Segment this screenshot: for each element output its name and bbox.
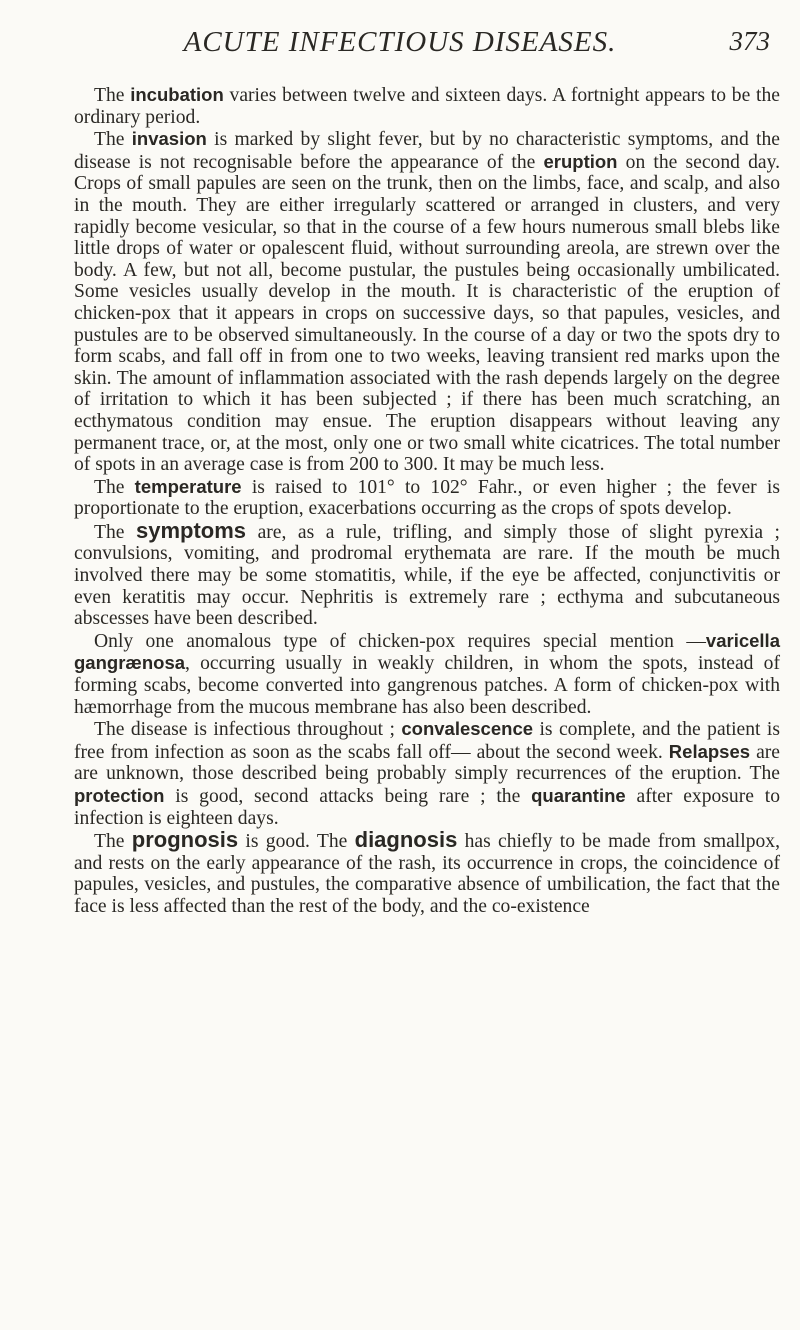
text-run: is marked by slight fever, but by no characteristic symptoms, and the disease is not recognisable before the appearance of the xyxy=(74,129,780,173)
page-number: 373 xyxy=(729,26,770,56)
paragraph-invasion xyxy=(74,128,780,476)
text-run: on the second day. Crops of small papules are seen on the trunk, then on the limbs, face, and scalp, and also in the mouth. They are either irregularly scattered or arranged in clusters, and very rapidly become vesicular, so that in the course of a few hours numerous small blebs like little drops of water or opalescent fluid, without surrounding areola, are strewn over the body. A few, but not all, become pustular, the pustules being occasionally umbilicated. Some vesicles usually develop in the mouth. It is characteristic of the eruption of chicken-pox that it appears in crops on successive days, so that papules, vesicles, and pustules are to be observed simultaneously. In the course of a day or two the spots dry to form scabs, and fall off in from one to two weeks, leaving transient red marks upon the skin. The amount of inflammation associated with the rash depends largely on the degree of irritation to which it has been subjected ; if there has been much scratching, an ecthymatous condition may ensue. The eruption disappears without leaving any permanent trace, or, at the most, only one or two small white cicatrices. The total number of spots in an average case is from 200 to 300. It may be much less. xyxy=(74,151,780,476)
keyword-relapses: Relapses xyxy=(668,740,751,762)
text-run: Only one anomalous type of chicken-pox requires special mention — xyxy=(94,630,706,652)
text-run: The disease is infectious throughout ; xyxy=(94,719,402,741)
page-header xyxy=(0,18,800,70)
paragraph-prognosis xyxy=(74,829,780,917)
text-run: varies between twelve and sixteen days. A fortnight appears to be the ordinary period. xyxy=(74,85,780,128)
text-run: The xyxy=(94,129,132,151)
text-run: is good. The xyxy=(238,831,355,853)
paragraph-temperature xyxy=(74,476,780,520)
text-run: are, as a rule, trifling, and simply those of slight pyrexia ; convulsions, vomiting, and prodromal erythemata are rare. If the mouth be much involved there may be some stomatitis, while, if the eye be affected, conjunctivitis or even keratitis may occur. Nephritis is extremely rare ; ecthyma and subcutaneous abscesses have been described. xyxy=(74,521,780,630)
paragraph-infectious xyxy=(74,718,780,829)
body-text xyxy=(74,84,780,918)
paragraph-variant xyxy=(74,630,780,718)
keyword-incubation: incubation xyxy=(130,84,224,105)
keyword-protection: protection xyxy=(74,785,165,806)
text-run: The xyxy=(94,476,135,498)
keyword-convalescence: convalescence xyxy=(401,718,534,740)
keyword-prognosis: prognosis xyxy=(131,827,239,853)
text-run: is raised to 101° to 102° Fahr., or even higher ; the fever is proportionate to the eruption, exacerbations occurring as the crops of spots develop. xyxy=(74,476,780,520)
keyword-eruption: eruption xyxy=(543,150,618,172)
keyword-invasion: invasion xyxy=(131,128,207,150)
keyword-diagnosis: diagnosis xyxy=(354,827,458,853)
paragraph-incubation xyxy=(74,84,780,128)
text-run: is complete, and the patient is free from infection as soon as the scabs fall off— about the second week. xyxy=(74,719,780,763)
paragraph-symptoms xyxy=(74,517,780,630)
keyword-temperature: temperature xyxy=(134,475,242,497)
text-run: The xyxy=(94,521,136,543)
keyword-varicella-gangraenosa: varicella gangrænosa xyxy=(74,629,780,674)
keyword-quarantine: quarantine xyxy=(531,785,626,806)
text-run: after exposure to infection is eighteen days. xyxy=(74,786,780,829)
text-run: has chiefly to be made from smallpox, and rests on the early appearance of the rash, its occurrence in crops, the coincidence of papules, vesicles, and pustules, the comparative absence of umbilication, the fact that the face is less affected than the rest of the body, and the co-existence xyxy=(74,831,780,917)
keyword-symptoms: symptoms xyxy=(136,517,247,543)
text-run: is good, second attacks being rare ; the xyxy=(164,786,532,807)
text-run: The xyxy=(94,85,131,106)
text-run: The xyxy=(94,831,132,853)
text-run: are are unknown, those described being probably simply recurrences of the eruption. The xyxy=(74,741,780,785)
running-title: ACUTE INFECTIOUS DISEASES. xyxy=(183,26,617,58)
text-run: , occurring usually in weakly children, in whom the spots, instead of forming scabs, become converted into gangrenous patches. A form of chicken-pox with hæmorrhage from the mucous membrane has also been described. xyxy=(74,653,780,718)
